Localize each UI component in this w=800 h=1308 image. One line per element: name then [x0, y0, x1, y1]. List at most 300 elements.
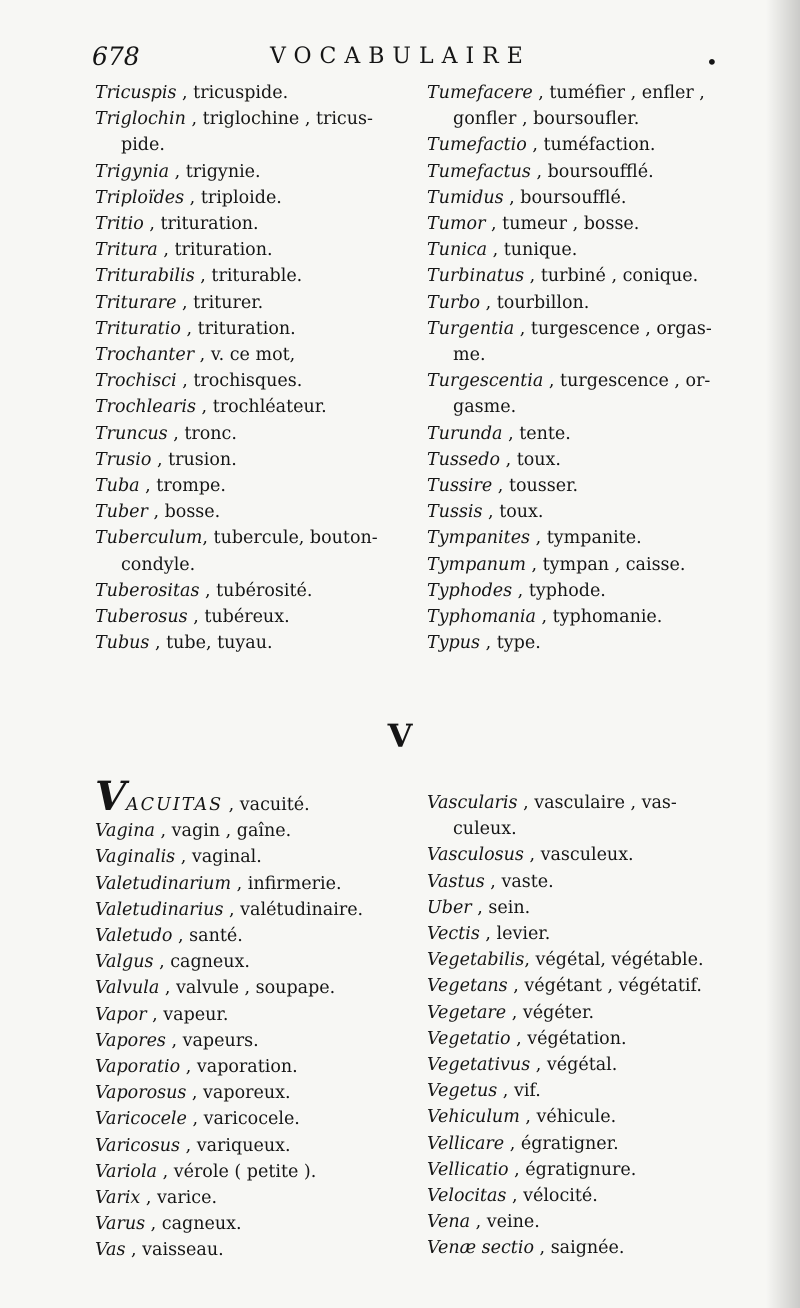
entry-separator: , [533, 1238, 551, 1259]
dictionary-entry [95, 525, 415, 551]
entry-separator: , [202, 528, 214, 549]
entry-definition: triturable. [211, 266, 303, 287]
lower-left-list [95, 818, 415, 1263]
entry-headword: Trochanter [95, 345, 195, 366]
dictionary-entry [427, 1104, 772, 1130]
entry-definition: trituration. [160, 214, 259, 235]
entry-separator: , [535, 607, 553, 628]
entry-headword: Tumefactio [427, 135, 527, 156]
entry-separator: , [517, 793, 535, 813]
entry-definition: saignée. [550, 1238, 625, 1259]
entry-definition: cagneux. [170, 952, 250, 973]
entry-separator: , [492, 476, 509, 497]
entry-headword: Tricuspis [95, 83, 177, 103]
dictionary-entry [427, 1078, 772, 1104]
dictionary-entry [95, 1211, 415, 1237]
entry-definition: tuméfaction. [543, 135, 656, 156]
entry-headword: Typhodes [427, 580, 513, 601]
entry-headword: Triploïdes [95, 187, 185, 208]
dictionary-entry [427, 869, 772, 895]
entry-headword: Vegetans [427, 976, 508, 997]
entry-separator: , [506, 1002, 523, 1023]
entry-definition: valvule , soupape. [175, 978, 336, 999]
entry-definition: varicocele. [203, 1109, 300, 1130]
entry-separator: , [497, 1081, 514, 1102]
entry-headword: Vaginalis [95, 847, 176, 868]
entry-separator: , [223, 795, 240, 815]
entry-definition: type. [496, 633, 541, 654]
dictionary-entry [95, 499, 415, 525]
entry-continuation: gonfler , boursoufler. [453, 109, 640, 130]
entry-separator: , [186, 1109, 204, 1130]
entry-headword: Vellicare [427, 1133, 505, 1154]
entry-headword: Vapor [95, 1004, 147, 1025]
entry-definition: végéter. [522, 1002, 595, 1023]
entry-definition: tente. [519, 423, 571, 444]
entry-continuation: condyle. [121, 554, 196, 575]
entry-headword: Vegetare [427, 1002, 507, 1023]
entry-headword: Tympanum [427, 554, 526, 575]
entry-separator: , [471, 897, 489, 918]
entry-definition: tubercule, bouton- [213, 528, 378, 549]
entry-separator: , [524, 266, 541, 287]
entry-headword: Tussire [427, 476, 493, 497]
dictionary-entry [95, 1080, 415, 1106]
entry-separator: , [199, 580, 217, 601]
entry-headword: Vehiculum [427, 1107, 520, 1128]
dictionary-entry [427, 921, 772, 947]
entry-separator: , [140, 1188, 157, 1209]
entry-separator: , [139, 476, 157, 497]
dictionary-entry [427, 263, 772, 289]
entry-separator: , [187, 607, 205, 628]
entry-separator: , [180, 1135, 197, 1156]
entry-headword: Typhomania [427, 607, 536, 628]
dictionary-entry [95, 394, 415, 420]
entry-headword: Vagina [95, 821, 155, 842]
entry-headword: Variola [95, 1161, 157, 1182]
entry-definition: v. ce mot, [210, 345, 296, 366]
entry-headword: Vegetativus [427, 1055, 531, 1076]
dictionary-entry [427, 552, 772, 578]
entry-headword: Valetudinarium [95, 873, 232, 894]
entry-separator: , [485, 214, 503, 235]
entry-definition: égratigner. [520, 1133, 619, 1154]
entry-definition: vasculeux. [540, 845, 634, 866]
entry-headword: Vectis [427, 924, 480, 945]
entry-definition: vérole ( petite ). [173, 1161, 317, 1182]
dictionary-entry [427, 630, 772, 656]
entry-headword: Vellicatio [427, 1159, 509, 1180]
entry-continuation: gasme. [453, 397, 517, 418]
entry-definition: vélocité. [523, 1186, 598, 1207]
dictionary-entry [95, 1106, 415, 1132]
dictionary-entry [427, 895, 772, 921]
dictionary-entry [427, 1052, 772, 1078]
entry-definition: triploide. [200, 187, 282, 208]
entry-separator: , [159, 978, 176, 999]
entry-separator: , [195, 397, 213, 418]
dictionary-entry [427, 185, 772, 211]
entry-definition: tronc. [184, 423, 237, 444]
entry-definition: veine. [486, 1212, 540, 1233]
entry-headword: Trusio [95, 449, 152, 470]
entry-separator: , [504, 1133, 521, 1154]
entry-headword: Vena [427, 1212, 471, 1233]
entry-headword: Trituratio [95, 318, 181, 339]
dictionary-entry [427, 316, 772, 342]
entry-definition: vapeur. [163, 1004, 229, 1025]
entry-separator: , [519, 1107, 537, 1128]
entry-headword: Tussedo [427, 449, 500, 470]
entry-separator: , [508, 1159, 526, 1180]
entry-separator: , [507, 976, 525, 997]
entry-definition: tricuspide. [193, 83, 289, 103]
entry-headword: Turbo [427, 292, 481, 313]
entry-definition: trituration. [197, 318, 296, 339]
dictionary-entry [95, 923, 415, 949]
entry-separator: , [480, 292, 497, 313]
entry-definition: trochléateur. [212, 397, 327, 418]
dictionary-entry [427, 1209, 772, 1235]
entry-headword: Trochlearis [95, 397, 196, 418]
entry-headword: Valgus [95, 952, 154, 973]
entry-separator: , [503, 187, 521, 208]
dictionary-entry [427, 290, 772, 316]
entry-headword: Truncus [95, 423, 168, 444]
entry-headword: Vaporosus [95, 1083, 187, 1104]
dictionary-entry [95, 106, 415, 132]
entry-definition: santé. [189, 926, 243, 947]
entry-separator: , [172, 926, 190, 947]
entry-separator: , [167, 423, 185, 444]
entry-separator: , [145, 1214, 162, 1235]
entry-definition: vasculaire , vas- [534, 793, 677, 813]
dictionary-entry [95, 185, 415, 211]
entry-separator: , [530, 1055, 547, 1076]
dictionary-entry [427, 604, 772, 630]
entry-definition: végétal, végétable. [535, 950, 704, 971]
entry-separator: , [532, 83, 550, 103]
entry-separator: , [176, 292, 194, 313]
entry-definition: vaporeux. [203, 1083, 291, 1104]
entry-headword: Varicocele [95, 1109, 187, 1130]
dictionary-entry [427, 447, 772, 473]
entry-definition: tuméfier , enfler , [549, 83, 705, 103]
dictionary-entry [95, 844, 415, 870]
entry-definition: turbiné , conique. [540, 266, 699, 287]
entry-definition: tubérosité. [216, 580, 313, 601]
entry-separator: , [500, 449, 517, 470]
entry-definition: toux. [516, 449, 561, 470]
dictionary-entry [95, 871, 415, 897]
dictionary-entry [95, 316, 415, 342]
entry-separator: , [165, 1030, 183, 1051]
entry-separator: , [146, 1004, 164, 1025]
entry-headword: Uber [427, 897, 472, 918]
dictionary-entry [95, 211, 415, 237]
dictionary-entry [427, 842, 772, 868]
dictionary-entry [95, 1237, 415, 1263]
dictionary-entry [427, 1235, 772, 1261]
entry-headword: Varicosus [95, 1135, 180, 1156]
entry-continuation: me. [453, 345, 486, 366]
dictionary-entry [95, 421, 415, 447]
entry-separator: , [487, 240, 504, 261]
entry-definition: tousser. [508, 476, 579, 497]
entry-headword: Tritura [95, 240, 158, 261]
header-mark: • [706, 50, 718, 74]
dictionary-entry [95, 237, 415, 263]
entry-headword: Tumefacere [427, 83, 533, 103]
entry-headword: Vegetabilis [427, 950, 525, 971]
dictionary-entry [427, 237, 772, 263]
entry-continuation: culeux. [453, 819, 517, 840]
entry-headword: Tussis [427, 502, 483, 523]
dictionary-entry [95, 1133, 415, 1159]
entry-definition: varice. [157, 1188, 218, 1209]
entry-headword: Valetudo [95, 926, 173, 947]
dictionary-entry [95, 159, 415, 185]
entry-separator: , [149, 633, 167, 654]
entry-separator: , [180, 318, 198, 339]
entry-definition: vapeurs. [182, 1030, 259, 1051]
dictionary-entry [427, 80, 772, 106]
dictionary-entry [95, 290, 415, 316]
entry-headword: Trigynia [95, 161, 170, 182]
dictionary-entry [95, 80, 415, 106]
entry-definition: tubéreux. [204, 607, 290, 628]
dictionary-entry [95, 447, 415, 473]
entry-definition: boursoufflé. [547, 161, 654, 182]
dictionary-entry [95, 630, 415, 656]
entry-definition: vif. [513, 1081, 541, 1102]
dictionary-entry [95, 1028, 415, 1054]
entry-separator: , [157, 1161, 174, 1182]
entry-definition: trusion. [168, 449, 237, 470]
entry-definition: infirmerie. [247, 873, 342, 894]
entry-headword: Turbinatus [427, 266, 525, 287]
dictionary-entry [427, 973, 772, 999]
entry-definition: vaporation. [196, 1057, 298, 1078]
entry-definition: boursoufflé. [520, 187, 627, 208]
entry-headword: Tumidus [427, 187, 504, 208]
entry-definition: tympan , caisse. [542, 554, 686, 575]
dictionary-entry [427, 947, 772, 973]
entry-definition: tunique. [503, 240, 578, 261]
entry-headword: Tumor [427, 214, 486, 235]
dictionary-entry [95, 897, 415, 923]
entry-headword: Turunda [427, 423, 503, 444]
entry-separator: , [512, 580, 529, 601]
entry-separator: , [530, 161, 548, 182]
running-head: VOCABULAIRE [270, 44, 531, 69]
entry-headword: Tuberositas [95, 580, 200, 601]
entry-headword: Tympanites [427, 528, 531, 549]
dictionary-entry [427, 525, 772, 551]
dictionary-entry [95, 342, 415, 368]
entry-definition: végétal. [546, 1055, 618, 1076]
entry-separator: , [180, 1057, 197, 1078]
entry-separator: , [175, 847, 192, 868]
entry-separator: , [153, 952, 171, 973]
upper-right-column [427, 80, 772, 656]
dictionary-entry [95, 949, 415, 975]
entry-headword: Varus [95, 1214, 146, 1235]
dictionary-entry [427, 578, 772, 604]
entry-separator: , [479, 924, 497, 945]
entry-separator: , [176, 371, 194, 392]
entry-separator: , [530, 528, 547, 549]
entry-definition: turgescence , orgas- [530, 318, 712, 339]
entry-headword: Turgentia [427, 318, 515, 339]
entry-definition: tumeur , bosse. [502, 214, 640, 235]
entry-separator: , [231, 873, 248, 894]
entry-definition: cagneux. [161, 1214, 242, 1235]
entry-headword: Tuberculum [95, 528, 203, 549]
entry-definition: turgescence , or- [560, 371, 711, 392]
dictionary-entry [95, 578, 415, 604]
dictionary-entry [95, 368, 415, 394]
dictionary-entry [427, 368, 772, 394]
entry-definition: tympanite. [546, 528, 642, 549]
entry-headword: Triglochin [95, 109, 186, 130]
lower-right-column [427, 790, 772, 1262]
entry-separator: , [480, 633, 497, 654]
entry-continuation: pide. [121, 135, 165, 156]
dropcap-letter: V [95, 773, 127, 820]
entry-headword: Vasculosus [427, 845, 524, 866]
dictionary-entry [427, 1131, 772, 1157]
dictionary-entry [427, 132, 772, 158]
entry-separator: , [157, 240, 175, 261]
entry-definition: trochisques. [193, 371, 303, 392]
entry-separator: , [543, 371, 561, 392]
entry-headword: Tritio [95, 214, 144, 235]
entry-separator: , [525, 554, 543, 575]
dictionary-entry [95, 263, 415, 289]
entry-headword: Vapores [95, 1030, 166, 1051]
dictionary-entry [95, 1159, 415, 1185]
entry-headword: Valetudinarius [95, 899, 224, 920]
dictionary-entry [95, 818, 415, 844]
entry-definition: trituration. [174, 240, 273, 261]
dictionary-entry [95, 604, 415, 630]
entry-headword: Turgescentia [427, 371, 544, 392]
entry-headword: Venæ sectio [427, 1238, 534, 1259]
entry-separator: , [169, 161, 186, 182]
dictionary-entry [95, 1054, 415, 1080]
entry-definition: triturer. [193, 292, 264, 313]
entry-headword: Tuba [95, 476, 140, 497]
entry-separator: , [154, 821, 172, 842]
entry-separator: , [523, 845, 541, 866]
dictionary-entry [427, 211, 772, 237]
entry-definition: triglochine , tricus- [202, 109, 373, 130]
entry-headword: Trochisci [95, 371, 177, 392]
dictionary-entry [427, 1157, 772, 1183]
entry-headword: Vaporatio [95, 1057, 181, 1078]
entry-separator: , [524, 950, 536, 971]
entry-headword: Triturare [95, 292, 177, 313]
entry-separator: , [176, 83, 194, 103]
entry-headword: Tunica [427, 240, 488, 261]
entry-separator: , [143, 214, 161, 235]
entry-separator: , [514, 318, 531, 339]
dictionary-entry [95, 473, 415, 499]
entry-separator: , [526, 135, 544, 156]
dropcap-headword: ACUITAS [126, 795, 224, 815]
dictionary-entry [427, 159, 772, 185]
entry-separator: , [223, 899, 241, 920]
entry-definition: vagin , gaîne. [171, 821, 292, 842]
entry-headword: Tuberosus [95, 607, 188, 628]
entry-separator: , [484, 871, 502, 892]
entry-definition: vaisseau. [142, 1240, 224, 1261]
dictionary-entry [427, 499, 772, 525]
entry-definition: égratignure. [525, 1159, 637, 1180]
entry-separator: , [482, 502, 500, 523]
entry-definition: levier. [496, 924, 551, 945]
dictionary-entry [95, 1185, 415, 1211]
entry-separator: , [194, 345, 211, 366]
entry-separator: , [147, 502, 165, 523]
dictionary-entry [427, 1000, 772, 1026]
dropcap-entry [95, 773, 415, 820]
entry-separator: , [185, 109, 203, 130]
entry-headword: Triturabilis [95, 266, 195, 287]
entry-headword: Varix [95, 1188, 141, 1209]
dictionary-entry [427, 1183, 772, 1209]
entry-headword: Vas [95, 1240, 126, 1261]
entry-definition: végétant , végétatif. [524, 976, 702, 997]
dictionary-entry [427, 1026, 772, 1052]
dictionary-entry [427, 421, 772, 447]
entry-headword: Valvula [95, 978, 160, 999]
entry-definition: toux. [499, 502, 544, 523]
entry-headword: Tubus [95, 633, 150, 654]
entry-definition: sein. [488, 897, 531, 918]
entry-separator: , [125, 1240, 143, 1261]
entry-separator: , [506, 1186, 524, 1207]
entry-headword: Tumefactus [427, 161, 531, 182]
entry-separator: , [502, 423, 520, 444]
entry-separator: , [510, 1028, 528, 1049]
entry-separator: , [186, 1083, 204, 1104]
dictionary-entry [95, 975, 415, 1001]
page-number: 678 [92, 42, 140, 71]
entry-definition: typhode. [528, 580, 606, 601]
entry-headword: Vascularis [427, 793, 518, 813]
entry-separator: , [151, 449, 169, 470]
entry-definition: végétation. [527, 1028, 627, 1049]
section-letter: V [387, 717, 413, 755]
entry-definition: trompe. [156, 476, 226, 497]
entry-definition: tourbillon. [496, 292, 590, 313]
entry-headword: Vegetatio [427, 1028, 511, 1049]
entry-separator: , [194, 266, 212, 287]
entry-headword: Vegetus [427, 1081, 498, 1102]
entry-definition: variqueux. [196, 1135, 291, 1156]
entry-definition: vaste. [501, 871, 554, 892]
upper-left-column [95, 80, 415, 656]
dictionary-entry [427, 790, 772, 816]
entry-headword: Velocitas [427, 1186, 507, 1207]
entry-definition: valétudinaire. [240, 899, 364, 920]
entry-definition: bosse. [164, 502, 221, 523]
entry-headword: Vastus [427, 871, 485, 892]
entry-definition: typhomanie. [552, 607, 663, 628]
